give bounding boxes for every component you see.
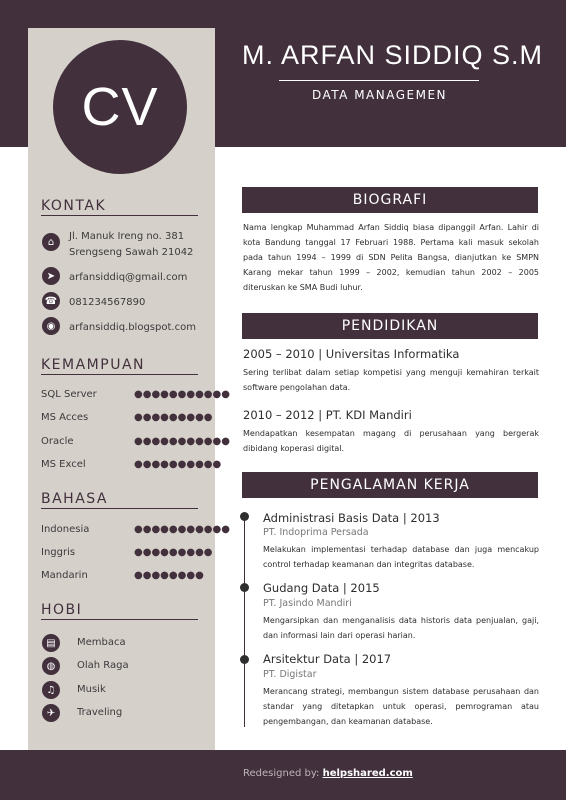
language-rating: ●●●●●●●●● <box>134 547 213 558</box>
hobby-label: Traveling <box>77 707 123 718</box>
job-title: Arsitektur Data | 2017 <box>263 652 392 666</box>
job-desc: Melakukan implementasi terhadap database dan juga mencakup control terhadap keamanan dan integritas database. <box>263 545 539 569</box>
job-company: PT. Jasindo Mandiri <box>263 598 352 609</box>
skills-divider <box>41 374 198 375</box>
hobbies-divider <box>41 619 198 620</box>
job-title: Administrasi Basis Data | 2013 <box>263 511 440 525</box>
job-title: DATA MANAGEMEN <box>311 88 448 102</box>
hobby-label: Olah Raga <box>77 660 129 671</box>
skill-name: MS Acces <box>41 412 89 423</box>
education-heading: PENDIDIKAN <box>242 313 538 339</box>
hobby-label: Membaca <box>77 637 126 648</box>
language-rating: ●●●●●●●● <box>134 570 204 581</box>
email-text[interactable]: arfansiddiq@gmail.com <box>69 272 188 283</box>
languages-heading: BAHASA <box>41 491 109 507</box>
biography-heading: BIOGRAFI <box>242 187 538 213</box>
skill-rating: ●●●●●●●●●●● <box>134 389 230 400</box>
hobby-label: Musik <box>77 684 106 695</box>
education-desc: Mendapatkan kesempatan magang di perusahaan yang bergerak dibidang koperasi digital. <box>243 429 539 453</box>
timeline-line <box>244 516 245 727</box>
address-line1: Jl. Manuk Ireng no. 381 <box>69 231 185 242</box>
phone-text: 081234567890 <box>69 297 146 308</box>
education-title: 2005 – 2010 | Universitas Informatika <box>243 347 460 361</box>
cv-badge: CV <box>53 40 187 174</box>
biography-text: Nama lengkap Muhammad Arfan Siddiq biasa dipanggil Arfan. Lahir di kota Bandung tanggal 17 Februari 1988. Pertama kali masuk sekolah pada tahun 1994 – 1999 di SDN Pelita Bangsa, dianjutkan ke SMPN Karang mekar tahun 1999 – 2002, kemudian tahun 2002 – 2005 diteruskan ke SMA Budi luhur. <box>243 223 539 292</box>
skill-name: Oracle <box>41 436 74 447</box>
footer-prefix: Redesigned by: <box>243 768 323 779</box>
language-rating: ●●●●●●●●●●● <box>134 524 230 535</box>
send-icon: ➤ <box>42 267 60 285</box>
job-company: PT. Indoprima Persada <box>263 527 369 538</box>
skill-name: MS Excel <box>41 459 86 470</box>
skills-heading: KEMAMPUAN <box>41 357 146 373</box>
job-title: Gudang Data | 2015 <box>263 581 380 595</box>
skill-rating: ●●●●●●●●●● <box>134 459 222 470</box>
person-name: M. ARFAN SIDDIQ S.M <box>242 40 544 70</box>
name-divider <box>279 80 479 81</box>
skill-rating: ●●●●●●●●●●● <box>134 436 230 447</box>
education-title: 2010 – 2012 | PT. KDI Mandiri <box>243 408 412 422</box>
job-company: PT. Digistar <box>263 669 317 680</box>
music-icon: ♫ <box>42 681 60 699</box>
timeline-dot <box>240 583 249 592</box>
timeline-dot <box>240 512 249 521</box>
skill-rating: ●●●●●●●●● <box>134 412 213 423</box>
airplane-icon: ✈ <box>42 704 60 722</box>
home-icon: ⌂ <box>42 233 60 251</box>
skill-name: SQL Server <box>41 389 97 400</box>
footer-link[interactable]: helpshared.com <box>322 768 413 779</box>
phone-icon: ☎ <box>42 292 60 310</box>
language-name: Mandarin <box>41 570 88 581</box>
language-name: Inggris <box>41 547 76 558</box>
address-line2: Srengseng Sawah 21042 <box>69 247 194 258</box>
hobbies-heading: HOBI <box>41 602 83 618</box>
job-desc: Mengarsipkan dan menganalisis data historis data penjualan, gaji, dan informasi lain dari operasi harian. <box>263 616 539 640</box>
globe-icon: ◉ <box>42 317 60 335</box>
ball-icon: ◍ <box>42 657 60 675</box>
footer-credit <box>243 768 413 779</box>
contact-heading: KONTAK <box>41 198 107 214</box>
experience-heading: PENGALAMAN KERJA <box>242 472 538 498</box>
language-name: Indonesia <box>41 524 90 535</box>
website-text[interactable]: arfansiddiq.blogspot.com <box>69 322 196 333</box>
education-desc: Sering terlibat dalam setiap kompetisi yang menguji kemahiran terkait software pengolahan data. <box>243 368 539 392</box>
timeline-dot <box>240 655 249 664</box>
job-desc: Merancang strategi, membangun sistem database perusahaan dan standar yang ditetapkan untuk operasi, pemrograman atau pengembangan, dan keamanan database. <box>263 687 539 726</box>
book-icon: ▤ <box>42 634 60 652</box>
contact-divider <box>41 215 198 216</box>
languages-divider <box>41 508 198 509</box>
